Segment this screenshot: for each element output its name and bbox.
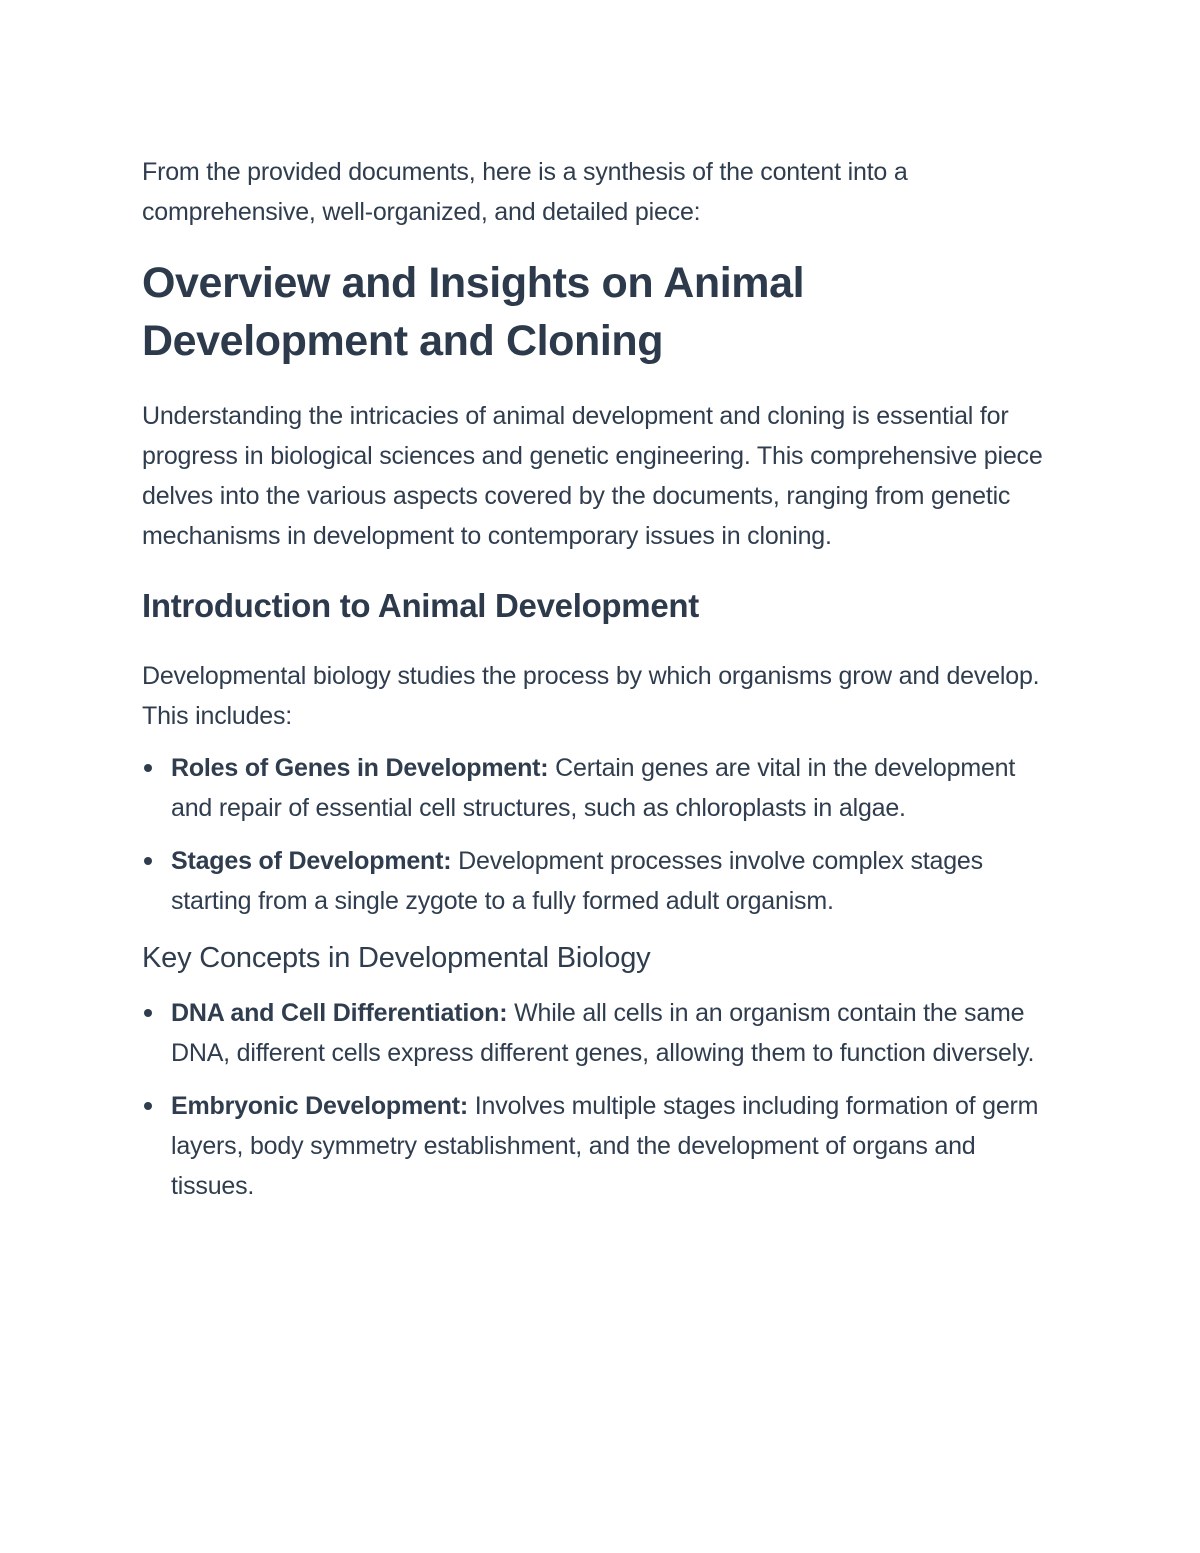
subsection-heading-key-concepts: Key Concepts in Developmental Biology xyxy=(142,942,651,974)
list-item-text: Certain genes are vital in the development and repair of essential cell structures, such as chloroplasts in algae. xyxy=(171,754,1016,822)
section-heading-introduction: Introduction to Animal Development xyxy=(142,587,699,624)
bullet-list-introduction xyxy=(142,748,1062,921)
bullet-icon xyxy=(144,1102,152,1110)
overview-paragraph: Understanding the intricacies of animal development and cloning is essential for progress in biological sciences and genetic engineering. This comprehensive piece delves into the various aspects covered by the documents, ranging from genetic mechanisms in development to contemporary issues in cloning. xyxy=(142,402,1043,550)
list-item-text: Development processes involve complex stages starting from a single zygote to a fully formed adult organism. xyxy=(171,847,983,915)
list-item xyxy=(142,841,1062,921)
list-item-term: Stages of Development: xyxy=(171,847,452,875)
list-item-term: DNA and Cell Differentiation: xyxy=(171,999,508,1027)
section-paragraph-introduction: Developmental biology studies the process by which organisms grow and develop. This includes: xyxy=(142,662,1040,730)
list-item xyxy=(142,1086,1062,1206)
page-title: Overview and Insights on Animal Development and Cloning xyxy=(142,259,805,365)
bullet-icon xyxy=(144,857,152,865)
bullet-list-key-concepts xyxy=(142,993,1062,1206)
document-page xyxy=(142,152,1062,1219)
list-item-text: While all cells in an organism contain the same DNA, different cells express different genes, allowing them to function diversely. xyxy=(171,999,1035,1067)
list-item-term: Embryonic Development: xyxy=(171,1092,469,1120)
bullet-icon xyxy=(144,764,152,772)
bullet-icon xyxy=(144,1009,152,1017)
list-item xyxy=(142,993,1062,1073)
list-item xyxy=(142,748,1062,828)
intro-paragraph: From the provided documents, here is a synthesis of the content into a comprehensive, well-organized, and detailed piece: xyxy=(142,158,908,226)
list-item-term: Roles of Genes in Development: xyxy=(171,754,549,782)
list-item-text: Involves multiple stages including formation of germ layers, body symmetry establishment, and the development of organs and tissues. xyxy=(171,1092,1039,1200)
